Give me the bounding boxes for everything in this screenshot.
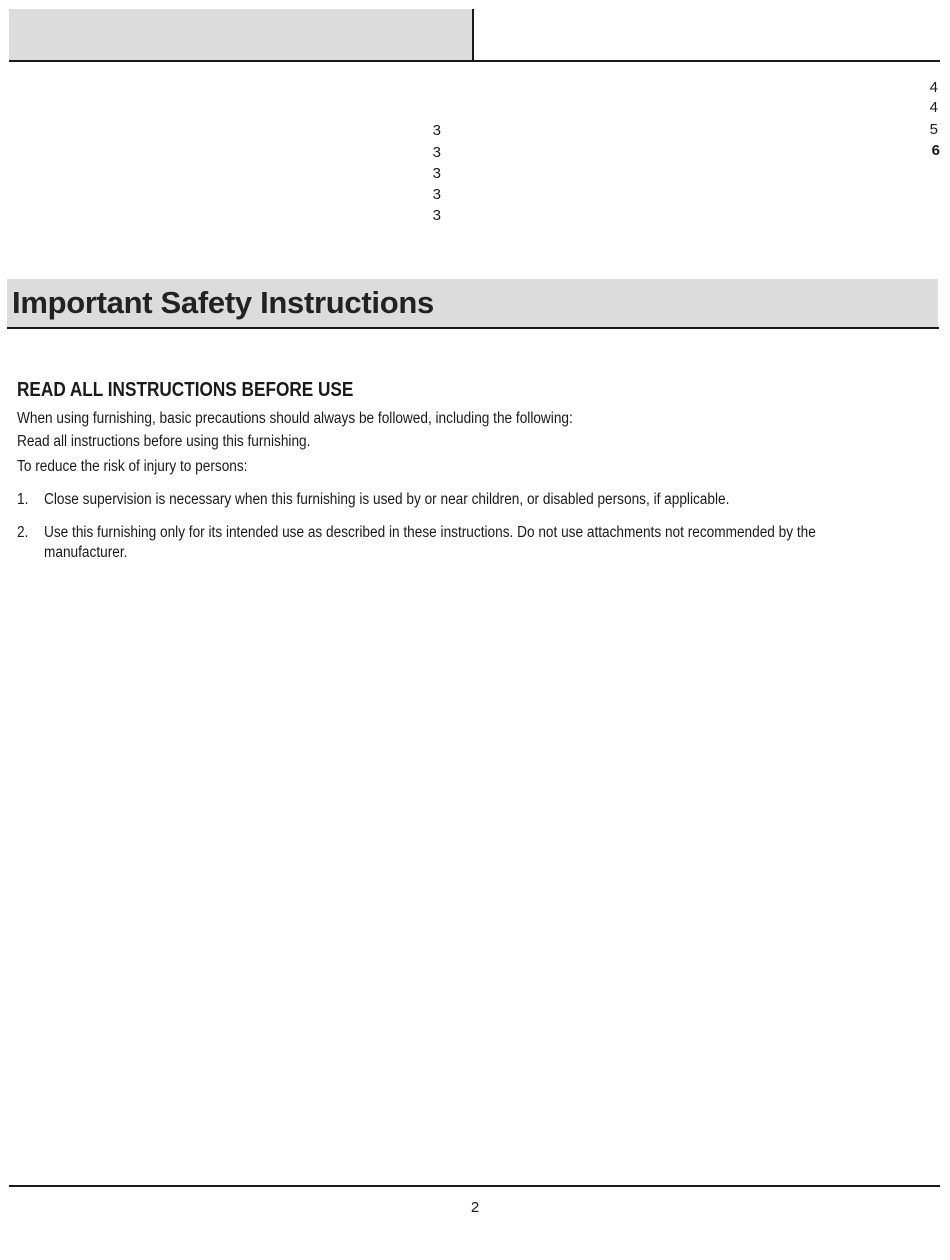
- toc-page-number[interactable]: 3: [432, 165, 441, 182]
- toc-page-number[interactable]: 3: [432, 144, 441, 161]
- list-item-text: Close supervision is necessary when this furnishing is used by or near children, or disabled persons, if applicable.: [44, 491, 730, 508]
- toc-page-number[interactable]: 5: [929, 121, 938, 138]
- intro-line: When using furnishing, basic precautions should always be followed, including the following:: [17, 410, 573, 427]
- list-item-number: 1.: [17, 491, 29, 508]
- header-divider: [472, 9, 474, 60]
- list-item-number: 2.: [17, 524, 29, 541]
- list-item-text: manufacturer.: [44, 544, 128, 561]
- toc-page-number[interactable]: 3: [432, 122, 441, 139]
- list-item-text: Use this furnishing only for its intended use as described in these instructions. Do not use attachments not recommended by the: [44, 524, 816, 541]
- toc-page-number[interactable]: 3: [432, 186, 441, 203]
- section-rule: [7, 327, 939, 329]
- header-box: [9, 9, 472, 60]
- intro-line: Read all instructions before using this furnishing.: [17, 433, 311, 450]
- toc-page-number[interactable]: 6: [931, 142, 940, 159]
- footer-rule: [9, 1185, 940, 1187]
- toc-page-number[interactable]: 4: [929, 79, 938, 96]
- section-title: Important Safety Instructions: [12, 285, 434, 320]
- page-number: 2: [470, 1199, 480, 1216]
- instructions-heading: READ ALL INSTRUCTIONS BEFORE USE: [17, 379, 354, 401]
- toc-page-number[interactable]: 4: [929, 99, 938, 116]
- intro-line: To reduce the risk of injury to persons:: [17, 458, 248, 475]
- toc-page-number[interactable]: 3: [432, 207, 441, 224]
- header-rule: [9, 60, 940, 62]
